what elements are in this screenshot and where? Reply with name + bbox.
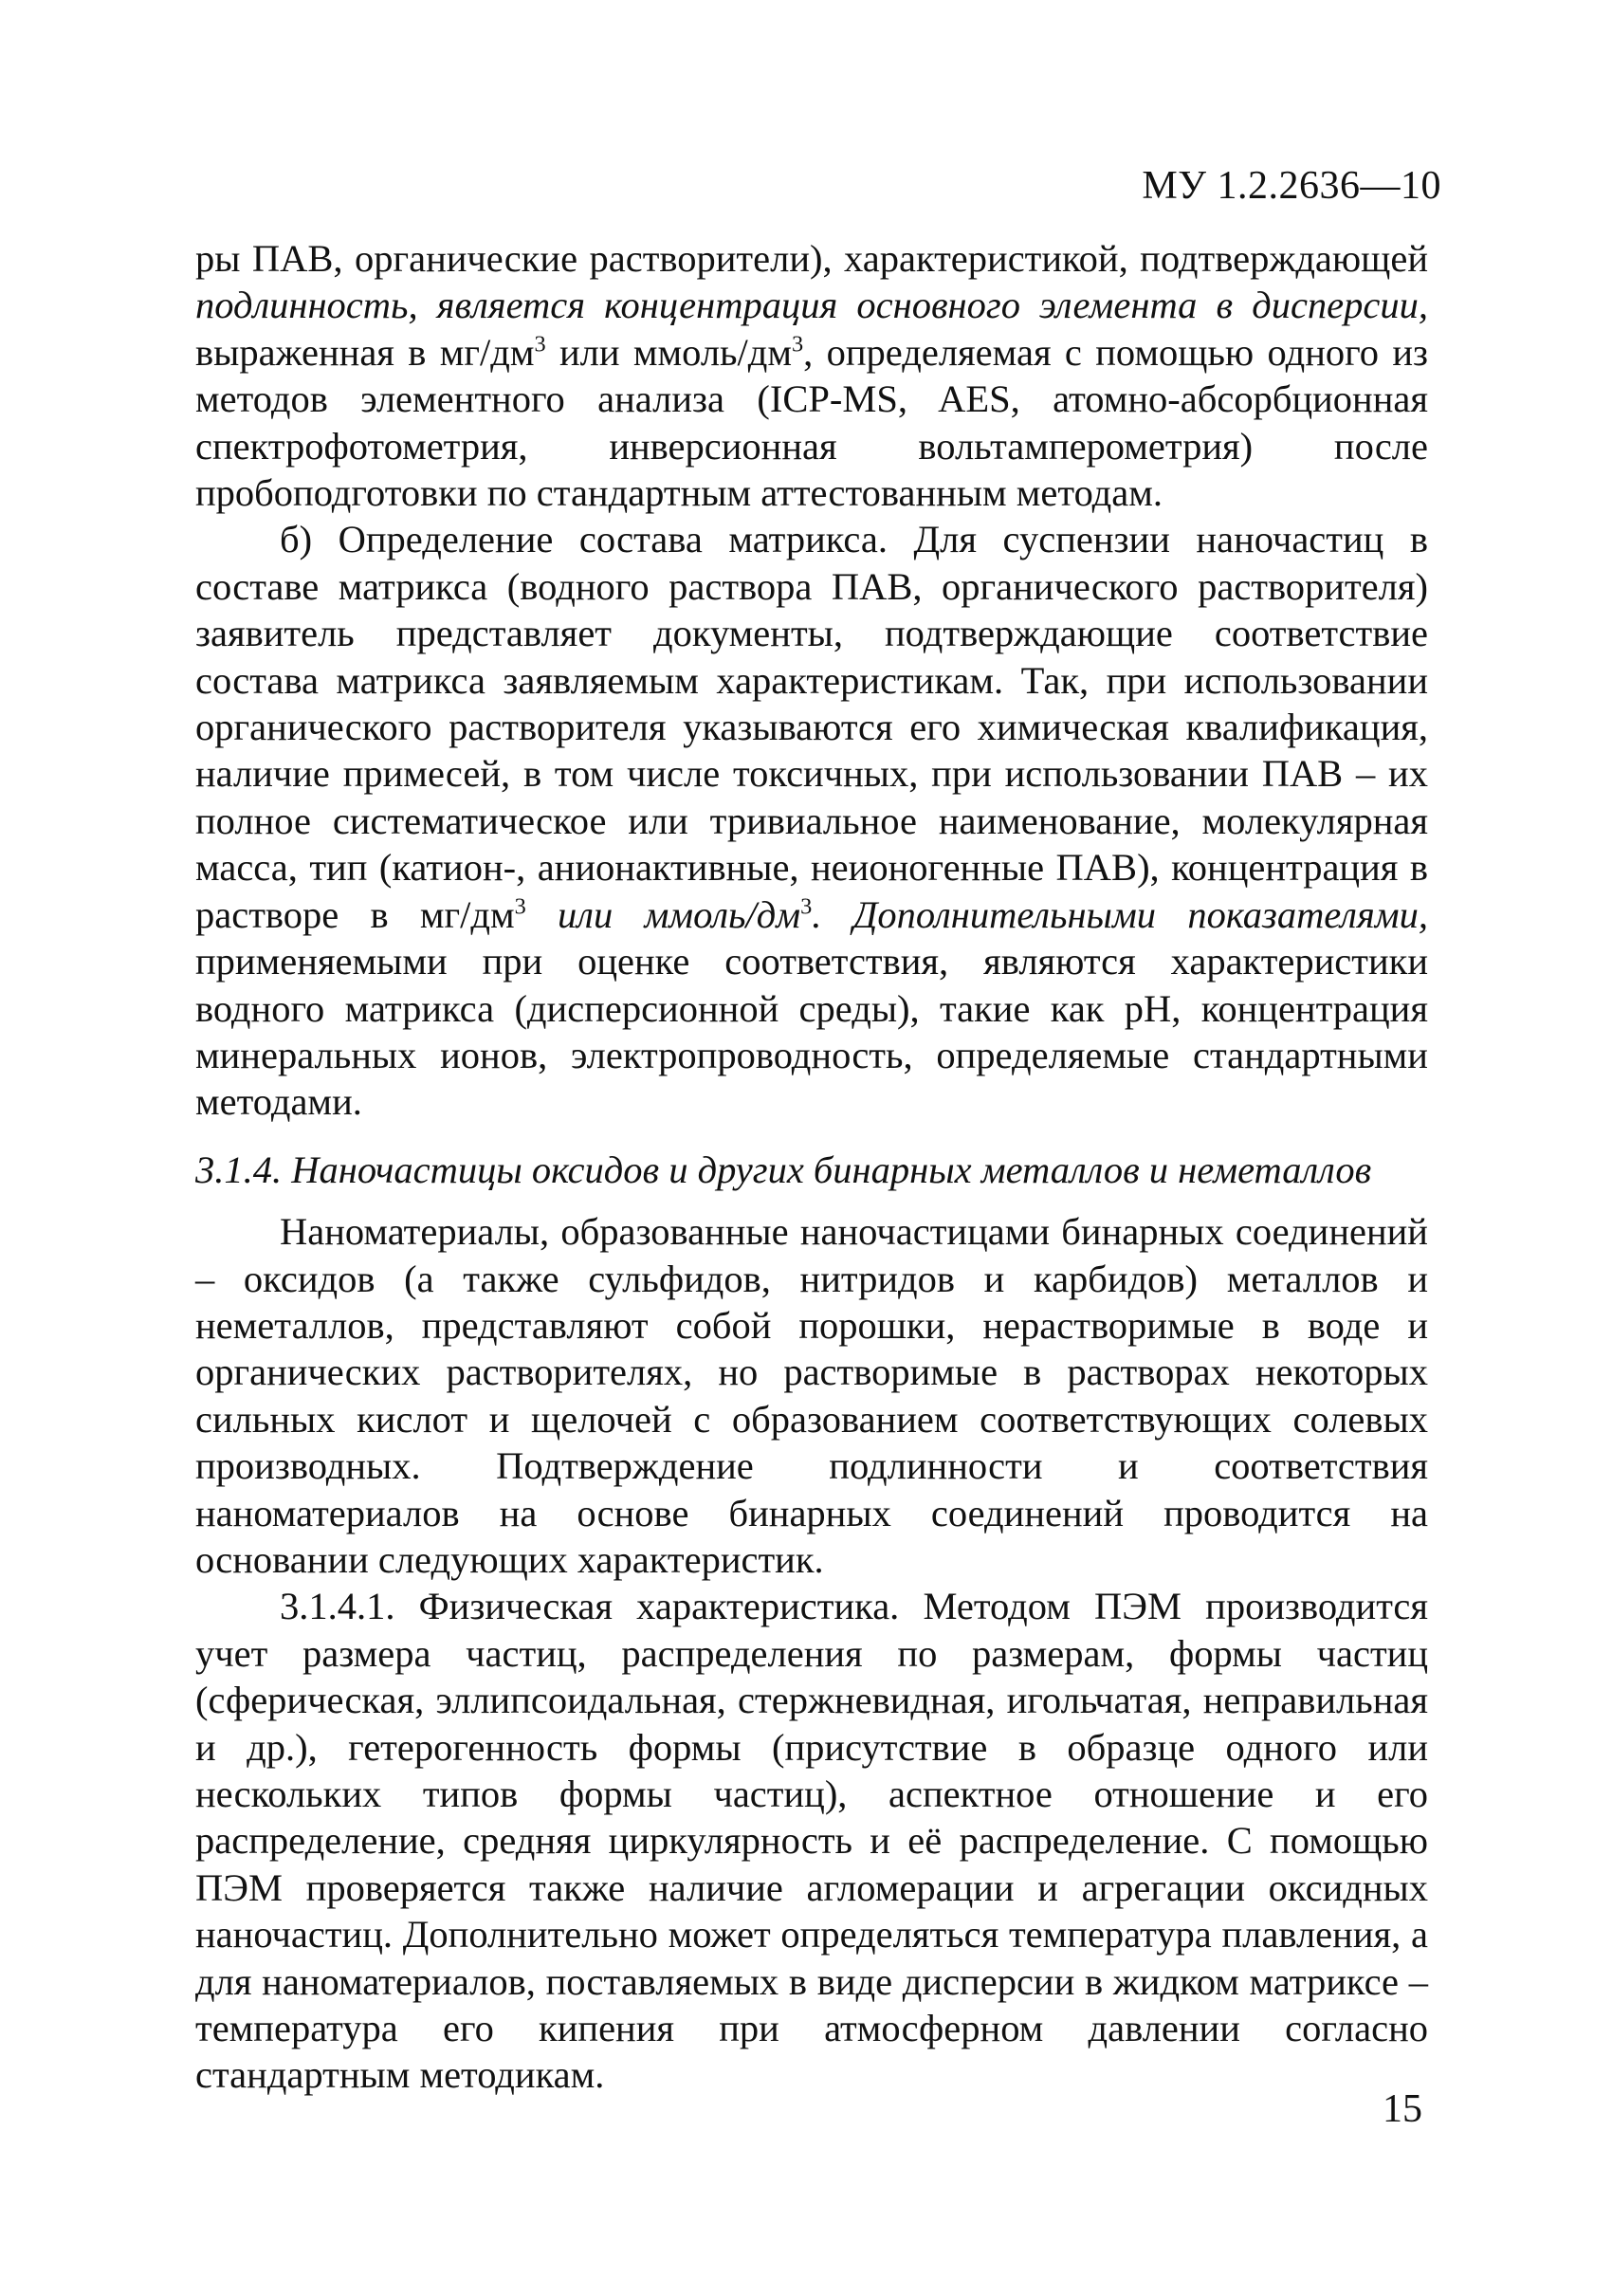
p2-text-1: б) Определение состава матрикса. Для суспензии наночастиц в составе матрикса (водного раствора ПАВ, органического растворителя) заявитель представляет документы, подтверждающие соответствие состава матрикса заявляемым характеристикам. Так, при использовании органического растворителя указываются его химическая квалификация, наличие примесей, в том числе токсичных, при использовании ПАВ – их полное систематическое или тривиальное наименование, молекулярная масса, тип (катион-, анионактивные, неионогенные ПАВ), концентрация в растворе в мг/дм bbox=[195, 518, 1428, 936]
p1-text-1: ры ПАВ, органические растворители), характеристикой, подтверждающей bbox=[195, 237, 1428, 280]
p1-text-2: выраженная в мг/дм bbox=[195, 330, 535, 374]
page-body bbox=[195, 235, 1428, 2099]
paragraph-matrix-composition bbox=[195, 516, 1428, 1125]
p2-italic-2: . Дополнительными показателями, bbox=[812, 892, 1428, 936]
p1-italic-1: подлинность, является концентрация основного элемента в дисперсии, bbox=[195, 284, 1428, 327]
p1-text-3: или ммоль/дм bbox=[545, 330, 792, 374]
section-title-3-1-4: 3.1.4. Наночастицы оксидов и других бинарных металлов и неметаллов bbox=[195, 1148, 1372, 1191]
p1-superscript-1: 3 bbox=[534, 331, 546, 358]
p1-text-4: , определяемая с помощью одного из методов элементного анализа (ICP-MS, AES, атомно-абсорбционная спектрофотометрия, инверсионная вольтамперометрия) после пробоподготовки по стандартным аттестованным методам. bbox=[195, 330, 1428, 515]
document-code: МУ 1.2.2636—10 bbox=[1142, 164, 1441, 208]
p2-text-2: применяемыми при оценке соответствия, являются характеристики водного матрикса (дисперсионной среды), такие как pH, концентрация минеральных ионов, электропроводность, определяемые стандартными методами. bbox=[195, 940, 1428, 1124]
page-number: 15 bbox=[1383, 2087, 1422, 2131]
p2-superscript-1: 3 bbox=[514, 893, 526, 920]
paragraph-authenticity bbox=[195, 235, 1428, 516]
p1-superscript-2: 3 bbox=[792, 331, 804, 358]
p2-italic-1: или ммоль/дм bbox=[525, 892, 801, 936]
paragraph-binary-nanomaterials: Наноматериалы, образованные наночастицами бинарных соединений – оксидов (а также сульфидов, нитридов и карбидов) металлов и неметаллов, представляют собой порошки, нерастворимые в воде и органических растворителях, но растворимые в растворах некоторых сильных кислот и щелочей с образованием соответствующих солевых производных. Подтверждение подлинности и соответствия наноматериалов на основе бинарных соединений проводится на основании следующих характеристик. bbox=[195, 1210, 1428, 1581]
paragraph-physical-characteristic: 3.1.4.1. Физическая характеристика. Методом ПЭМ производится учет размера частиц, распределения по размерам, формы частиц (сферическая, эллипсоидальная, стержневидная, игольчатая, неправильная и др.), гетерогенность формы (присутствие в образце одного или нескольких типов формы частиц), аспектное отношение и его распределение, средняя циркулярность и её распределение. С помощью ПЭМ проверяется также наличие агломерации и агрегации оксидных наночастиц. Дополнительно может определяться температура плавления, а для наноматериалов, поставляемых в виде дисперсии в жидком матриксе – температура его кипения при атмосферном давлении согласно стандартным методикам. bbox=[195, 1585, 1428, 2097]
p2-superscript-2: 3 bbox=[800, 893, 813, 920]
